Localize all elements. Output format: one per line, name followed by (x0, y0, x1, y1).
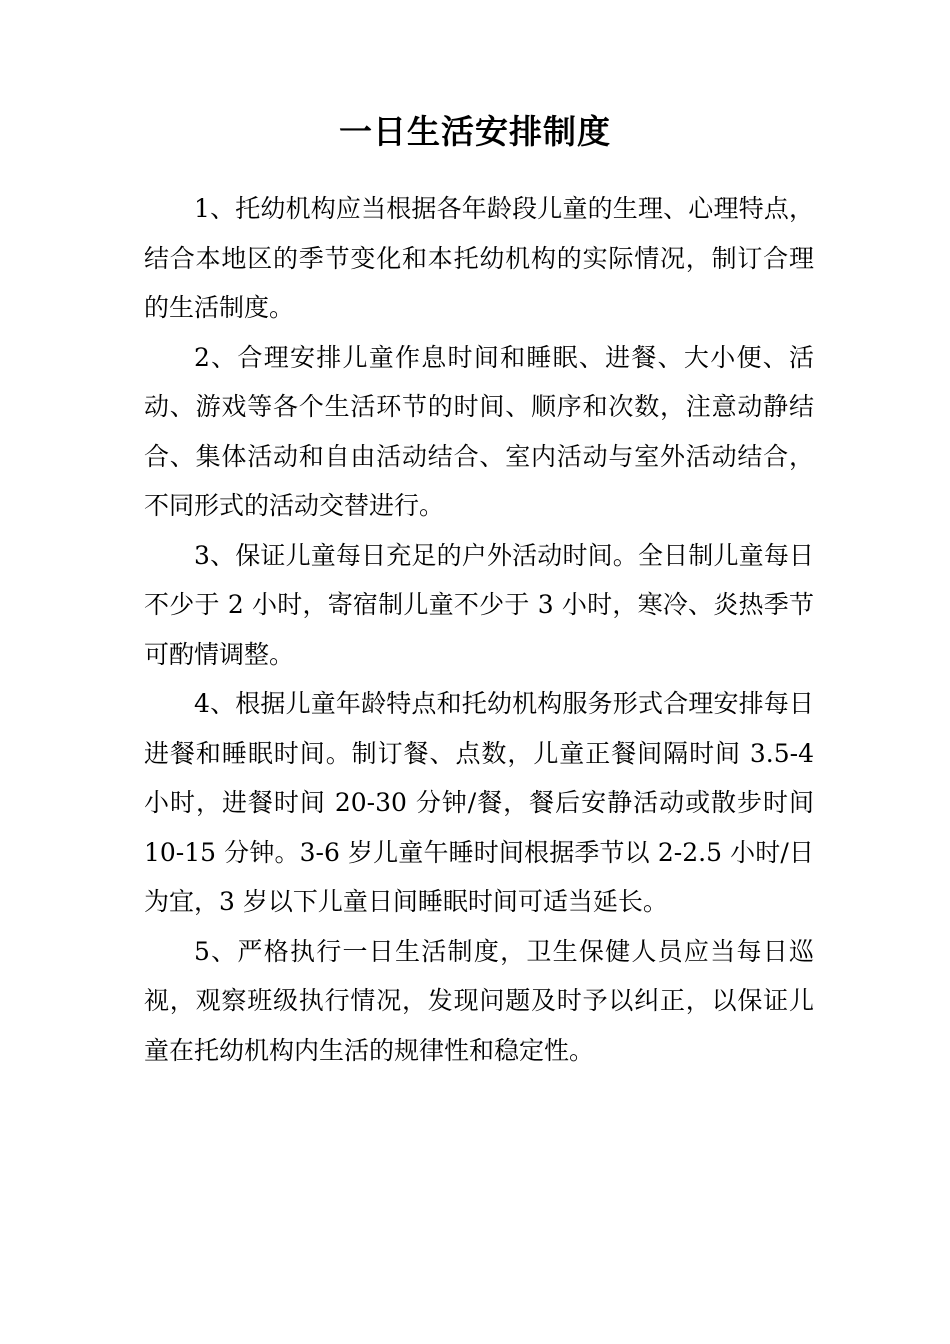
paragraph-4: 4、根据儿童年龄特点和托幼机构服务形式合理安排每日进餐和睡眠时间。制订餐、点数，儿童正餐间隔时间 3.5-4 小时，进餐时间 20-30 分钟/餐，餐后安静活动或散步时间 10-15 分钟。3-6 岁儿童午睡时间根据季节以 2-2.5 小时/日为宜，3 岁以下儿童日间睡眠时间可适当延长。 (144, 689, 814, 916)
paragraph-2: 2、合理安排儿童作息时间和睡眠、进餐、大小便、活动、游戏等各个生活环节的时间、顺序和次数，注意动静结合、集体活动和自由活动结合、室内活动与室外活动结合，不同形式的活动交替进行。 (144, 342, 814, 520)
paragraph-5: 5、严格执行一日生活制度，卫生保健人员应当每日巡视，观察班级执行情况，发现问题及时予以纠正，以保证儿童在托幼机构内生活的规律性和稳定性。 (144, 936, 814, 1065)
document-title: 一日生活安排制度 (339, 112, 611, 151)
paragraph-3: 3、保证儿童每日充足的户外活动时间。全日制儿童每日不少于 2 小时，寄宿制儿童不少于 3 小时，寒冷、炎热季节可酌情调整。 (144, 540, 814, 669)
document-body (144, 184, 814, 1075)
paragraph-1: 1、托幼机构应当根据各年龄段儿童的生理、心理特点，结合本地区的季节变化和本托幼机构的实际情况，制订合理的生活制度。 (144, 194, 814, 322)
